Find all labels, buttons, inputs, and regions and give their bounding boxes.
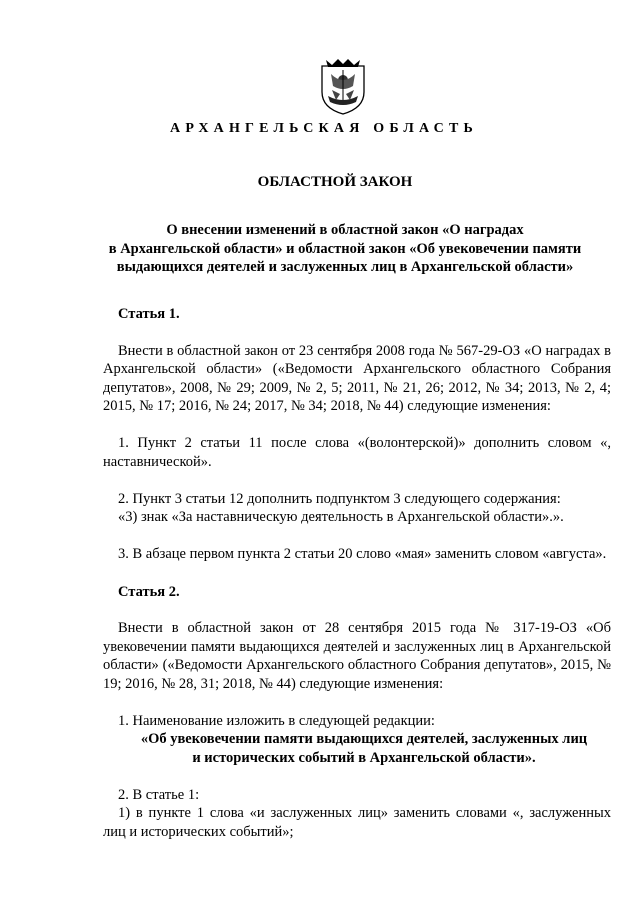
article-1-heading: Статья 1. <box>118 306 180 322</box>
article-1-item-2: 2. Пункт 3 статьи 12 дополнить подпунктом 3 следующего содержания: <box>118 490 561 507</box>
coat-of-arms-icon <box>318 56 368 116</box>
article-2-new-name: и исторических событий в Архангельской области». <box>192 749 536 766</box>
article-2-item-2-sub-1: 1) в пункте 1 слова «и заслуженных лиц» заменить словами «, заслуженных лиц и исторических событий»; <box>103 805 611 840</box>
law-title-line: выдающихся деятелей и заслуженных лиц в Архангельской области» <box>116 259 574 275</box>
region-name: АРХАНГЕЛЬСКАЯ ОБЛАСТЬ <box>170 121 478 136</box>
article-2-new-name: «Об увековечении памяти выдающихся деятелей, заслуженных лиц <box>140 731 588 747</box>
article-2-item-2: 2. В статье 1: <box>118 786 200 803</box>
article-2-intro: Внести в областной закон от 28 сентября 2015 года № 317-19-ОЗ «Об увековечении памяти выдающихся деятелей и заслуженных лиц в Архангельской области» («Ведомости Архангельского областного Собрания депутатов», 2015, № 19; 2016, № 28, 31; 2018, № 44) следующие изменения: <box>103 620 611 692</box>
law-title-line: О внесении изменений в областной закон «О наградах <box>166 222 524 238</box>
article-1-item-1: 1. Пункт 2 статьи 11 после слова «(волонтерской)» дополнить словом «, наставнической». <box>103 435 611 470</box>
law-title-line: в Архангельской области» и областной закон «Об увековечении памяти <box>108 240 582 257</box>
document-type: ОБЛАСТНОЙ ЗАКОН <box>257 174 413 190</box>
article-1-item-3: 3. В абзаце первом пункта 2 статьи 20 слово «мая» заменить словом «августа». <box>118 546 607 562</box>
law-title <box>80 221 610 277</box>
article-2-item-1: 1. Наименование изложить в следующей редакции: <box>118 712 435 729</box>
article-1-item-2-text: «3) знак «За наставническую деятельность в Архангельской области».». <box>118 509 564 525</box>
article-1-intro: Внести в областной закон от 23 сентября 2008 года № 567-29-ОЗ «О наградах в Архангельской области» («Ведомости Архангельского областного Собрания депутатов», 2008, № 29; 2009, № 2, 5; 2011, № 21, 26; 2012, № 34; 2013, № 2, 4; 2015, № 17; 2016, № 24; 2017, № 34; 2018, № 44) следующие изменения: <box>103 342 611 414</box>
article-2-heading: Статья 2. <box>118 583 180 600</box>
document-body <box>103 305 611 841</box>
